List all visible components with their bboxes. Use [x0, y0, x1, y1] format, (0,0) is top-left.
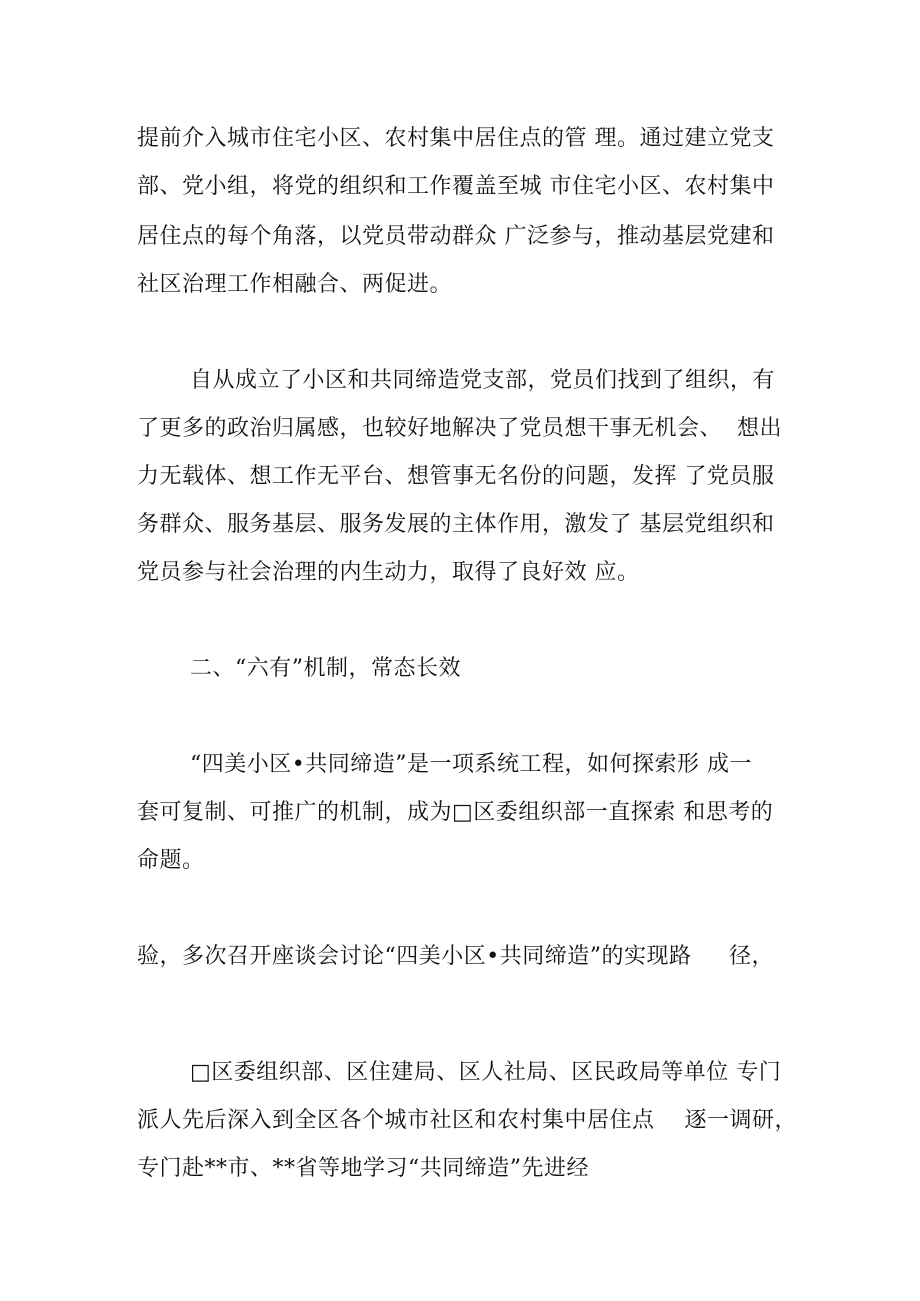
paragraph-3-line-2: 套可复制、可推广的机制，成为□区委组织部一直探索 和思考的: [137, 800, 774, 825]
paragraph-5-line-1: □区委组织部、区住建局、区人社局、区民政局等单位 专门: [190, 1060, 782, 1085]
paragraph-5-line-3: 专门赴**市、**省等地学习“共同缔造”先进经: [137, 1156, 589, 1181]
paragraph-3-line-1: “四美小区•共同缔造”是一项系统工程，如何探索形 成一: [190, 752, 752, 777]
paragraph-3-line-3: 命题。: [137, 848, 205, 873]
paragraph-1-line-1: 提前介入城市住宅小区、农村集中居住点的管 理。通过建立党支: [137, 126, 775, 151]
paragraph-1-line-3: 居住点的每个角落，以党员带动群众 广泛参与，推动基层党建和: [137, 224, 775, 249]
paragraph-2-line-3: 力无载体、想工作无平台、想管事无名份的问题，发挥 了党员服: [137, 464, 775, 489]
paragraph-1-line-2: 部、党小组，将党的组织和工作覆盖至城 市住宅小区、农村集中: [137, 174, 775, 199]
paragraph-2-line-1: 自从成立了小区和共同缔造党支部，党员们找到了组织，有: [190, 368, 776, 393]
paragraph-2-line-2: 了更多的政治归属感，也较好地解决了党员想干事无机会、 想出: [137, 416, 782, 441]
paragraph-2-line-4: 务群众、服务基层、服务发展的主体作用，激发了 基层党组织和: [137, 512, 775, 537]
section-heading: 二、“六有”机制，常态长效: [190, 656, 461, 681]
paragraph-4-line-1: 验，多次召开座谈会讨论“四美小区•共同缔造”的实现路 径，: [137, 944, 774, 969]
paragraph-2-line-5: 党员参与社会治理的内生动力，取得了良好效 应。: [137, 560, 640, 585]
paragraph-1-line-4: 社区治理工作相融合、两促进。: [137, 272, 453, 297]
paragraph-5-line-2: 派人先后深入到全区各个城市社区和农村集中居住点 逐一调研，: [137, 1108, 797, 1133]
